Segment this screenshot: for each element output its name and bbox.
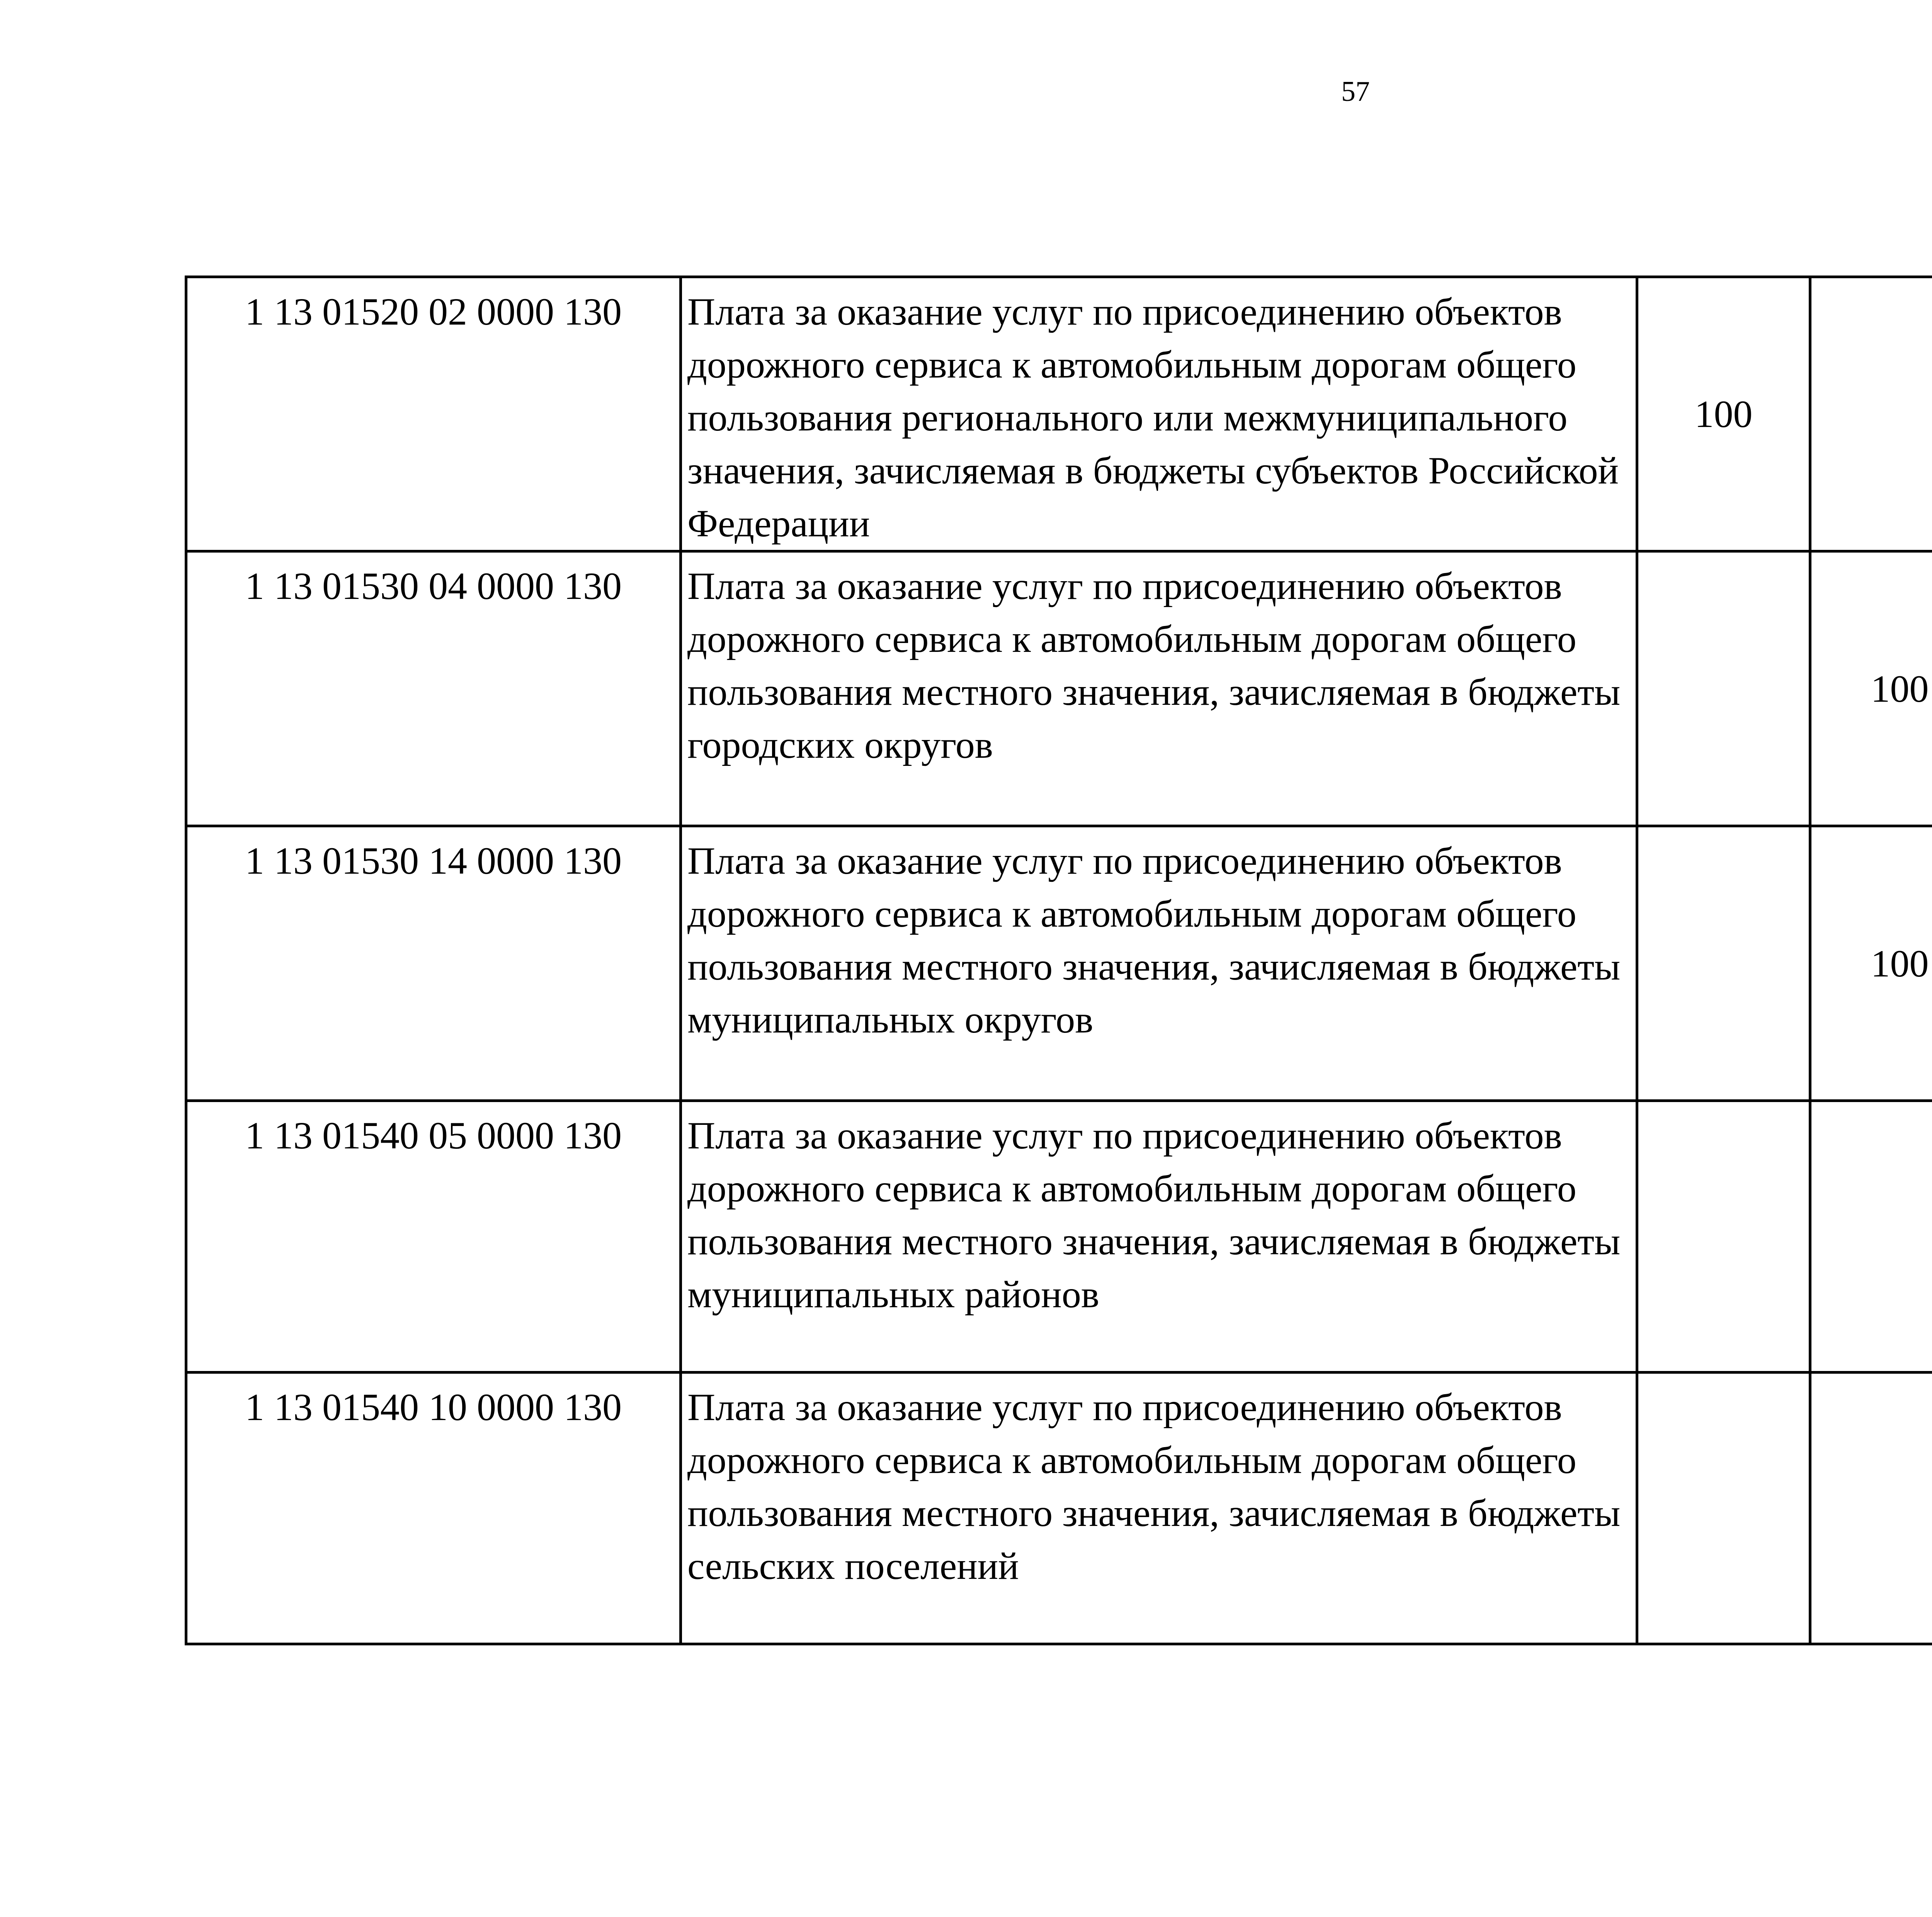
- revenue-description-cell: Плата за оказание услуг по присоединению объектов дорожного сервиса к автомобильным дорогам общего пользования местного значения, зачисляемая в бюджеты муниципальных округов: [681, 826, 1637, 1101]
- page-number: 57: [1341, 76, 1370, 107]
- percent-cell: 100: [1810, 551, 1932, 826]
- percent-cell: [1810, 277, 1932, 551]
- percent-cell: [1810, 1101, 1932, 1373]
- table-row: [186, 1101, 1932, 1373]
- revenue-description-cell: Плата за оказание услуг по присоединению объектов дорожного сервиса к автомобильным дорогам общего пользования местного значения, зачисляемая в бюджеты муниципальных районов: [681, 1101, 1637, 1373]
- table-row: [186, 1373, 1932, 1644]
- percent-cell: [1637, 1373, 1810, 1644]
- revenue-distribution-table: [185, 276, 1932, 1645]
- revenue-description-cell: Плата за оказание услуг по присоединению объектов дорожного сервиса к автомобильным дорогам общего пользования местного значения, зачисляемая в бюджеты сельских поселений: [681, 1373, 1637, 1644]
- revenue-code-cell: 1 13 01540 10 0000 130: [186, 1373, 681, 1644]
- percent-cell: [1637, 551, 1810, 826]
- percent-cell: [1637, 1101, 1810, 1373]
- revenue-code-cell: 1 13 01530 04 0000 130: [186, 551, 681, 826]
- revenue-code-cell: 1 13 01540 05 0000 130: [186, 1101, 681, 1373]
- percent-cell: 100: [1637, 277, 1810, 551]
- percent-cell: [1810, 1373, 1932, 1644]
- revenue-code-cell: 1 13 01520 02 0000 130: [186, 277, 681, 551]
- revenue-code-cell: 1 13 01530 14 0000 130: [186, 826, 681, 1101]
- revenue-description-cell: Плата за оказание услуг по присоединению объектов дорожного сервиса к автомобильным дорогам общего пользования регионального или межмуниципального значения, зачисляемая в бюджеты субъектов Российской Федерации: [681, 277, 1637, 551]
- percent-cell: [1637, 826, 1810, 1101]
- table-row: [186, 277, 1932, 551]
- revenue-description-cell: Плата за оказание услуг по присоединению объектов дорожного сервиса к автомобильным дорогам общего пользования местного значения, зачисляемая в бюджеты городских округов: [681, 551, 1637, 826]
- percent-cell: 100: [1810, 826, 1932, 1101]
- table-row: [186, 551, 1932, 826]
- table-row: [186, 826, 1932, 1101]
